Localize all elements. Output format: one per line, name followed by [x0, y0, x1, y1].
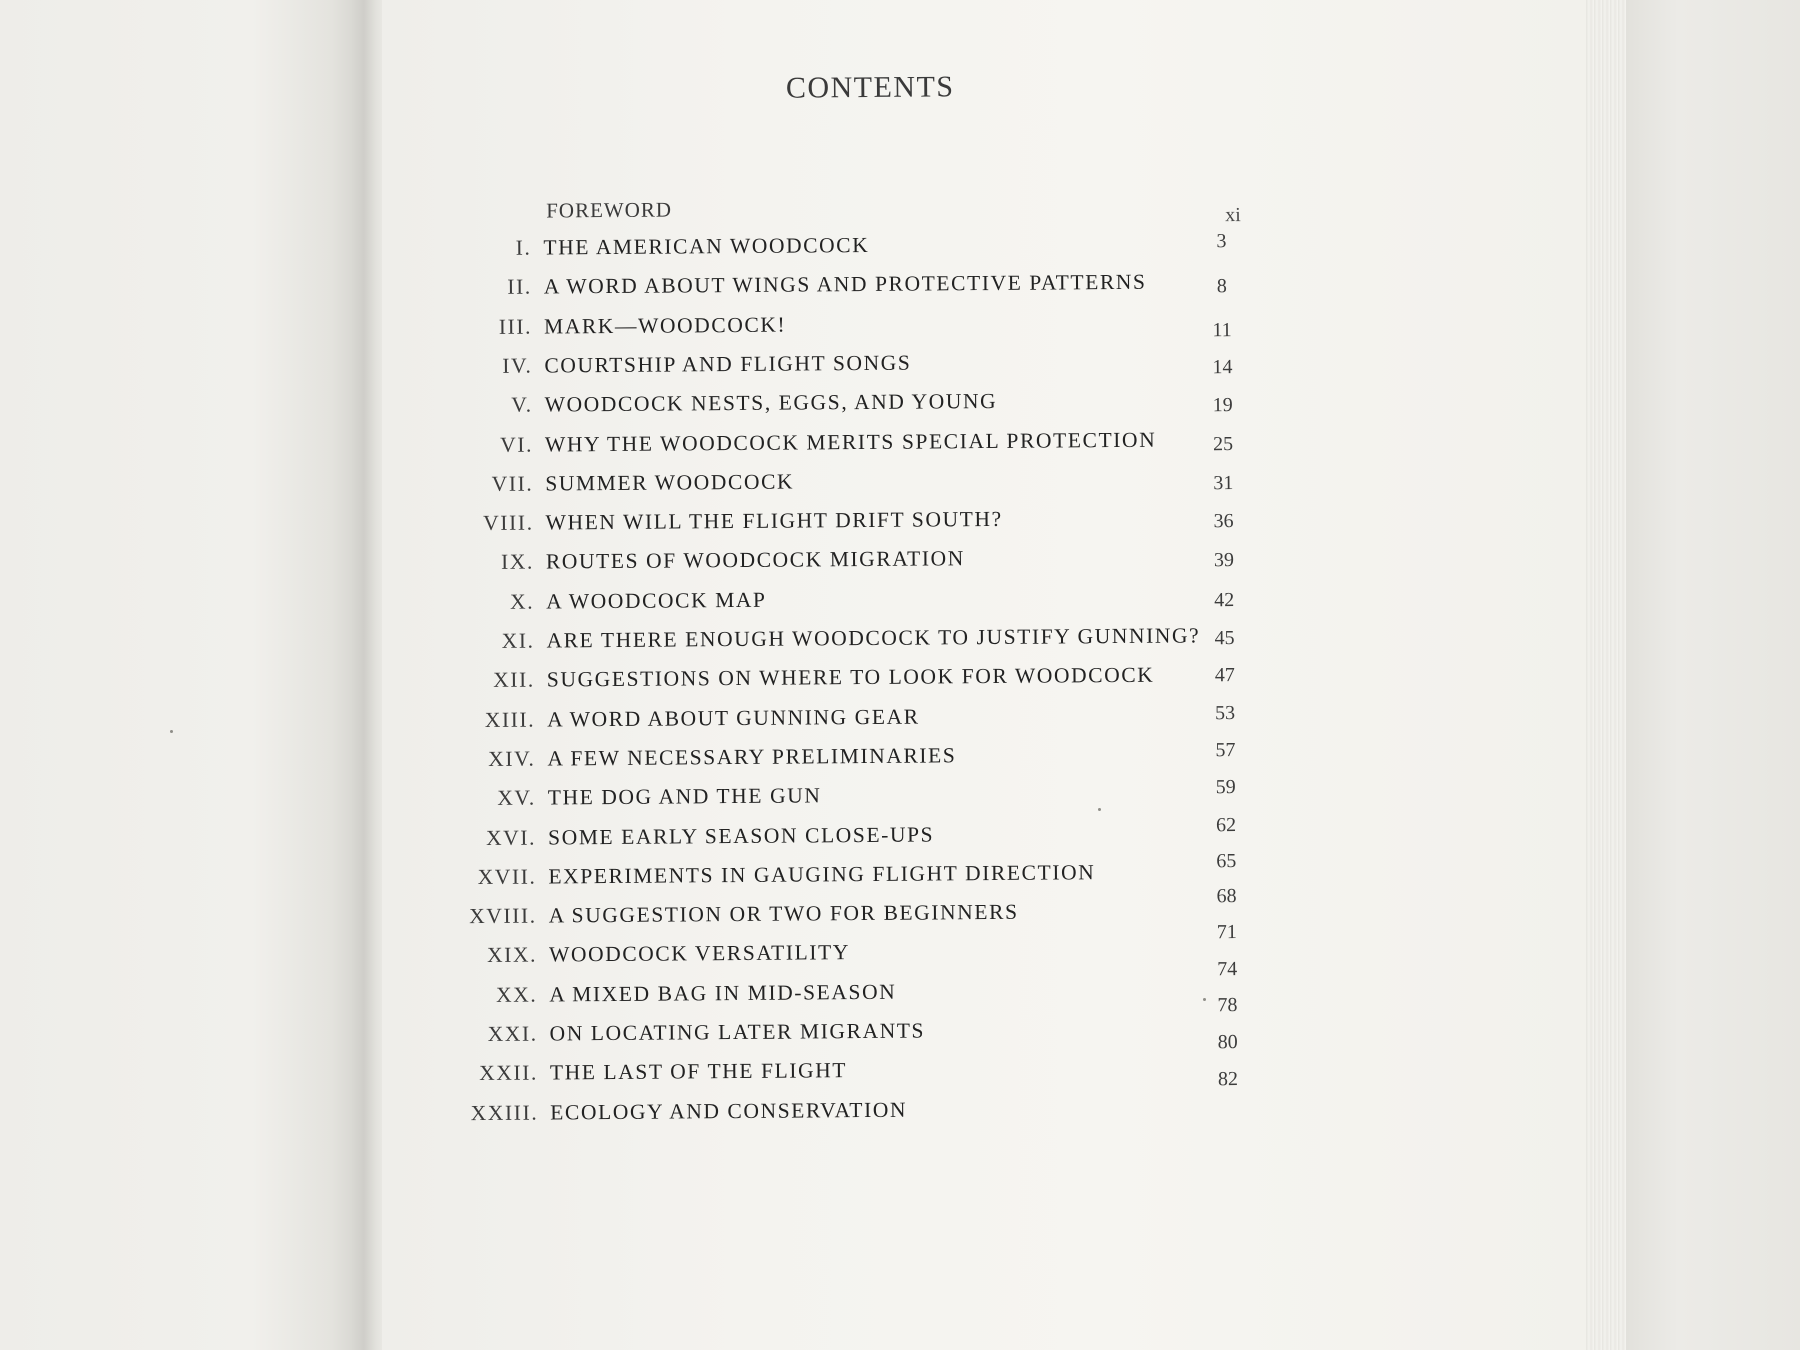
chapter-numeral: III. — [498, 314, 533, 339]
chapter-title: SUMMER WOODCOCK — [545, 469, 795, 496]
toc-entry — [433, 387, 1293, 430]
toc-entry — [436, 849, 1296, 901]
foreword-page-number: xi — [1225, 204, 1241, 227]
chapter-page-number: 57 — [1215, 738, 1236, 762]
toc-entry — [434, 623, 1294, 666]
chapter-numeral: VI. — [500, 432, 534, 457]
chapter-title: WOODCOCK NESTS, EGGS, AND YOUNG — [544, 389, 998, 417]
page-edges — [1586, 0, 1626, 1350]
chapter-title: THE DOG AND THE GUN — [547, 783, 822, 810]
chapter-title: SOME EARLY SEASON CLOSE-UPS — [547, 821, 935, 849]
toc-entry — [433, 426, 1293, 469]
chapter-numeral: I. — [515, 235, 532, 260]
chapter-numeral: XXIII. — [470, 1100, 539, 1125]
toc-entry — [434, 544, 1294, 587]
toc-entry — [435, 701, 1295, 744]
toc-entry — [435, 662, 1295, 705]
chapter-numeral: V. — [511, 392, 533, 417]
chapter-page-number: 19 — [1212, 394, 1233, 417]
page-title: CONTENTS — [785, 70, 955, 105]
chapter-numeral: XVI. — [485, 825, 537, 850]
chapter-page-number: 71 — [1216, 921, 1237, 944]
toc-entry — [436, 813, 1296, 862]
toc-entry — [434, 583, 1294, 626]
chapter-title: WHY THE WOODCOCK MERITS SPECIAL PROTECTION — [544, 427, 1157, 457]
chapter-numeral: XII. — [493, 667, 535, 693]
chapter-page-number: 8 — [1216, 275, 1227, 298]
toc-entry — [431, 230, 1291, 273]
paper-speck — [170, 730, 173, 733]
chapter-page-number: 42 — [1214, 588, 1235, 611]
book-cover-edge — [1626, 0, 1800, 1350]
toc-entry — [434, 505, 1294, 548]
toc-entry — [433, 465, 1293, 508]
chapter-title: WHEN WILL THE FLIGHT DRIFT SOUTH? — [545, 507, 1003, 535]
chapter-page-number: 47 — [1214, 664, 1235, 687]
chapter-page-number: 36 — [1213, 510, 1234, 533]
chapter-title: A WORD ABOUT WINGS AND PROTECTIVE PATTERNS — [543, 270, 1147, 299]
chapter-page-number: 45 — [1214, 627, 1235, 650]
toc-entry — [436, 776, 1296, 823]
chapter-page-number: 3 — [1216, 230, 1227, 253]
chapter-numeral: XVIII. — [469, 903, 537, 929]
chapter-title: A WOODCOCK MAP — [546, 587, 767, 614]
chapter-page-number: 78 — [1217, 994, 1238, 1017]
chapter-numeral: X. — [510, 589, 535, 614]
chapter-numeral: XIV. — [488, 746, 536, 771]
toc-entry — [437, 885, 1297, 941]
chapter-page-number: 80 — [1217, 1031, 1238, 1054]
chapter-title: ON LOCATING LATER MIGRANTS — [549, 1018, 926, 1046]
toc-entry — [437, 921, 1297, 980]
chapter-numeral: XIX. — [486, 942, 538, 968]
chapter-page-number: 25 — [1212, 432, 1234, 455]
book-gutter — [352, 0, 386, 1350]
chapter-page-number: 39 — [1213, 549, 1235, 572]
chapter-numeral: XXII. — [479, 1060, 539, 1086]
table-of-contents — [431, 229, 1331, 1125]
foreword-entry: FOREWORD — [546, 197, 673, 223]
chapter-numeral: XIII. — [484, 707, 536, 732]
chapter-numeral: XX. — [495, 982, 538, 1007]
chapter-page-number: 31 — [1213, 471, 1234, 495]
chapter-title: A SUGGESTION OR TWO FOR BEGINNERS — [548, 899, 1019, 928]
chapter-title: A FEW NECESSARY PRELIMINARIES — [547, 743, 957, 771]
chapter-title: THE AMERICAN WOODCOCK — [543, 232, 870, 260]
toc-entry — [432, 348, 1292, 391]
toc-entry — [432, 308, 1292, 351]
chapter-title: WOODCOCK VERSATILITY — [548, 940, 851, 967]
chapter-title: A MIXED BAG IN MID-SEASON — [549, 979, 897, 1007]
chapter-title: ARE THERE ENOUGH WOODCOCK TO JUSTIFY GUNNING? — [546, 623, 1201, 653]
chapter-page-number: 11 — [1212, 318, 1232, 341]
chapter-page-number: 68 — [1216, 885, 1237, 908]
chapter-page-number: 65 — [1216, 849, 1237, 873]
chapter-numeral: XVII. — [477, 864, 537, 889]
chapter-page-number: 59 — [1215, 776, 1236, 799]
chapter-page-number: 14 — [1212, 355, 1233, 379]
chapter-numeral: VIII. — [483, 510, 534, 536]
chapter-page-number: 74 — [1217, 957, 1238, 980]
chapter-page-number: 62 — [1215, 813, 1237, 836]
chapter-title: THE LAST OF THE FLIGHT — [549, 1058, 848, 1085]
toc-entry — [437, 957, 1297, 1019]
chapter-title: ROUTES OF WOODCOCK MIGRATION — [545, 546, 965, 574]
chapter-title: COURTSHIP AND FLIGHT SONGS — [544, 350, 912, 378]
chapter-numeral: XV. — [497, 785, 536, 811]
chapter-page-number: 82 — [1217, 1067, 1239, 1090]
chapter-numeral: XI. — [501, 628, 535, 653]
chapter-numeral: VII. — [491, 471, 534, 496]
chapter-numeral: XXI. — [487, 1021, 538, 1046]
chapter-title: SUGGESTIONS ON WHERE TO LOOK FOR WOODCOCK — [546, 663, 1155, 692]
toc-entry — [435, 738, 1295, 784]
chapter-title: MARK—WOODCOCK! — [543, 312, 787, 339]
contents-page — [430, 56, 1559, 1165]
chapter-title: A WORD ABOUT GUNNING GEAR — [547, 704, 920, 732]
left-page — [0, 0, 360, 1350]
chapter-page-number: 53 — [1215, 701, 1236, 724]
chapter-numeral: IX. — [500, 549, 535, 575]
chapter-title: ECOLOGY AND CONSERVATION — [550, 1097, 908, 1125]
chapter-title: EXPERIMENTS IN GAUGING FLIGHT DIRECTION — [548, 859, 1096, 889]
toc-entry — [432, 269, 1292, 312]
chapter-numeral: IV. — [502, 353, 533, 378]
chapter-numeral: II. — [507, 274, 532, 300]
toc-entry — [438, 994, 1298, 1059]
